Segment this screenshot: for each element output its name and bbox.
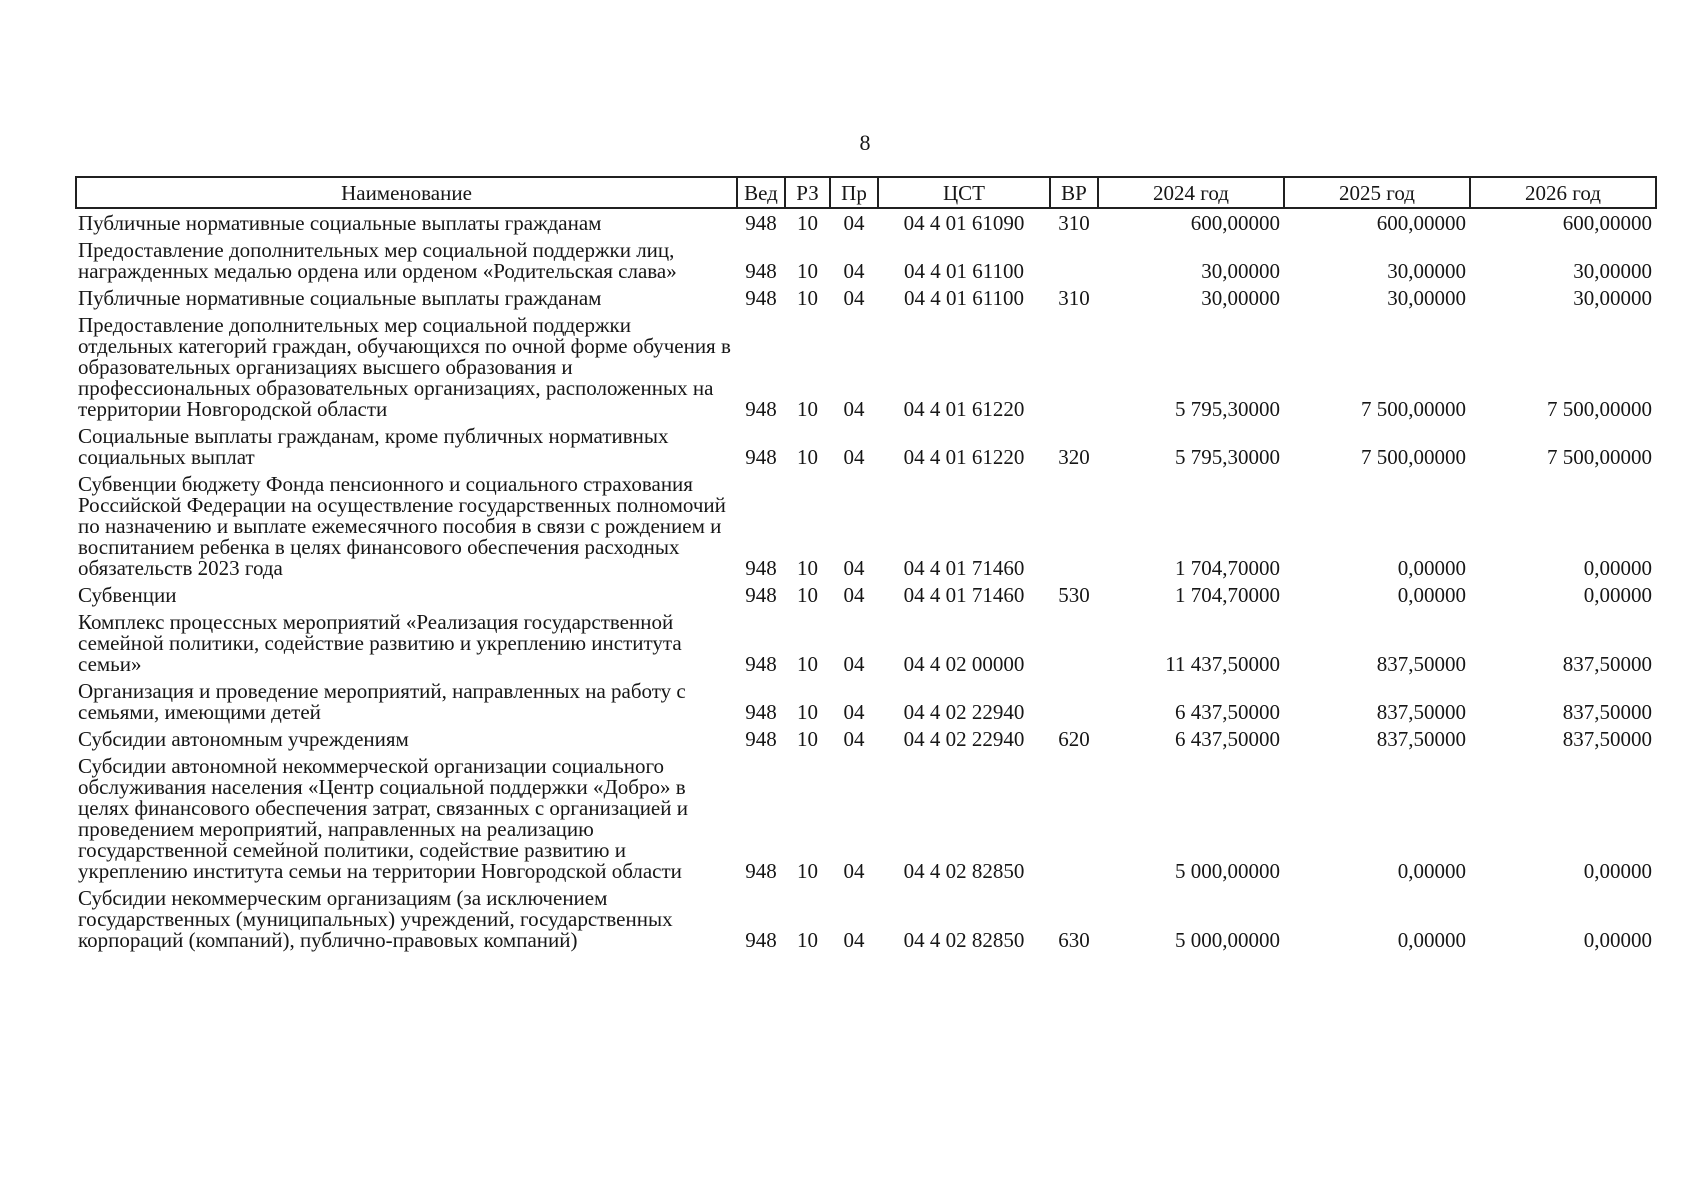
row-2026: 0,00000 [1583, 556, 1652, 580]
row-vr: 630 [1058, 928, 1090, 952]
row-cst: 04 4 01 61100 [904, 259, 1024, 283]
row-pr: 04 [843, 928, 865, 952]
header-2026: 2026 год [1470, 177, 1656, 208]
table-header [76, 177, 1656, 208]
row-vr [1050, 608, 1098, 677]
row-name: Социальные выплаты гражданам, кроме публичных нормативных социальных выплат [78, 424, 669, 469]
row-rz: 10 [797, 859, 818, 883]
row-vr [1050, 752, 1098, 884]
row-2025: 7 500,00000 [1361, 397, 1466, 421]
row-name: Субсидии автономным учреждениям [78, 727, 409, 751]
row-2026: 837,50000 [1562, 727, 1652, 751]
row-2024: 1 704,70000 [1175, 583, 1280, 607]
row-2025: 30,00000 [1387, 259, 1466, 283]
row-2025: 600,00000 [1376, 211, 1466, 235]
row-name: Субвенции бюджету Фонда пенсионного и социального страхования Российской Федерации на осуществление государственных полномочий по назначению и выплате ежемесячного пособия в связи с рождением и воспитанием ребенка в целях финансового обеспечения расходных обязательств 2023 года [78, 472, 726, 580]
row-name: Предоставление дополнительных мер социальной поддержки отдельных категорий граждан, обучающихся по очной форме обучения в образовательных организациях высшего образования и профессиональных образовательных организациях, расположенных на территории Новгородской области [78, 313, 731, 421]
row-pr: 04 [843, 700, 865, 724]
row-cst: 04 4 02 00000 [903, 652, 1025, 676]
row-2024: 5 000,00000 [1175, 859, 1280, 883]
row-pr: 04 [843, 583, 865, 607]
header-pr: Пр [830, 177, 878, 208]
row-ved: 948 [745, 259, 777, 283]
row-vr [1050, 311, 1098, 422]
row-rz: 10 [797, 211, 818, 235]
row-rz: 10 [797, 652, 818, 676]
row-name: Предоставление дополнительных мер социальной поддержки лиц, награжденных медалью ордена или орденом «Родительская слава» [78, 238, 677, 283]
header-ved: Вед [737, 177, 785, 208]
row-2026: 0,00000 [1583, 859, 1652, 883]
table-row [76, 208, 1656, 236]
row-rz: 10 [797, 700, 818, 724]
row-rz: 10 [797, 445, 818, 469]
row-2025: 837,50000 [1376, 700, 1466, 724]
row-name: Организация и проведение мероприятий, направленных на работу с семьями, имеющими детей [78, 679, 686, 724]
row-cst: 04 4 02 82850 [903, 928, 1025, 952]
row-cst: 04 4 01 61220 [903, 445, 1025, 469]
row-rz: 10 [797, 556, 818, 580]
row-2025: 0,00000 [1397, 583, 1466, 607]
header-name: Наименование [76, 177, 737, 208]
row-ved: 948 [745, 859, 777, 883]
row-rz: 10 [797, 928, 818, 952]
row-name: Публичные нормативные социальные выплаты гражданам [78, 286, 602, 310]
row-vr [1050, 236, 1098, 284]
row-pr: 04 [843, 259, 865, 283]
row-pr: 04 [843, 859, 865, 883]
row-2025: 30,00000 [1387, 286, 1466, 310]
row-pr: 04 [843, 727, 865, 751]
table-row [76, 422, 1656, 470]
row-ved: 948 [745, 286, 777, 310]
table-row [76, 284, 1656, 311]
row-cst: 04 4 02 82850 [903, 859, 1025, 883]
table-row [76, 884, 1656, 953]
header-vr: ВР [1050, 177, 1098, 208]
row-2025: 0,00000 [1397, 556, 1466, 580]
row-2025: 837,50000 [1376, 652, 1466, 676]
table-row [76, 311, 1656, 422]
row-name: Субсидии автономной некоммерческой организации социального обслуживания населения «Центр социальной поддержки «Добро» в целях финансового обеспечения затрат, связанных с организацией и проведением мероприятий, направленных на реализацию государственной семейной политики, содействие развитию и укреплению института семьи на территории Новгородской области [78, 754, 688, 883]
table-row [76, 752, 1656, 884]
row-2026: 837,50000 [1562, 652, 1652, 676]
row-2025: 0,00000 [1397, 928, 1466, 952]
header-2024: 2024 год [1098, 177, 1284, 208]
row-rz: 10 [797, 727, 818, 751]
row-ved: 948 [745, 556, 777, 580]
row-cst: 04 4 01 61090 [903, 211, 1025, 235]
budget-table [75, 176, 1657, 953]
row-pr: 04 [843, 445, 865, 469]
table-body [76, 208, 1656, 953]
row-cst: 04 4 01 71460 [903, 556, 1025, 580]
row-name: Субсидии некоммерческим организациям (за исключением государственных (муниципальных) учреждений, государственных корпораций (компаний), публично-правовых компаний) [78, 886, 673, 952]
row-2024: 600,00000 [1190, 211, 1280, 235]
page-number: 8 [859, 130, 871, 155]
row-vr [1050, 470, 1098, 581]
row-ved: 948 [745, 445, 777, 469]
row-2024: 1 704,70000 [1175, 556, 1280, 580]
row-2026: 30,00000 [1573, 259, 1652, 283]
row-cst: 04 4 02 22940 [903, 727, 1025, 751]
row-cst: 04 4 02 22940 [903, 700, 1025, 724]
row-2026: 600,00000 [1562, 211, 1652, 235]
header-cst: ЦСТ [878, 177, 1050, 208]
row-vr: 320 [1058, 445, 1090, 469]
row-ved: 948 [745, 727, 777, 751]
row-name: Комплекс процессных мероприятий «Реализация государственной семейной политики, содействие развитию и укреплению института семьи» [78, 610, 682, 676]
row-rz: 10 [797, 286, 818, 310]
row-2026: 0,00000 [1583, 928, 1652, 952]
row-vr: 310 [1058, 211, 1090, 235]
table-row [76, 677, 1656, 725]
row-rz: 10 [797, 583, 818, 607]
row-2026: 0,00000 [1583, 583, 1652, 607]
row-vr [1050, 677, 1098, 725]
row-pr: 04 [843, 556, 865, 580]
row-2024: 5 795,30000 [1175, 397, 1280, 421]
row-cst: 04 4 01 61220 [903, 397, 1025, 421]
row-ved: 948 [745, 928, 777, 952]
row-2026: 837,50000 [1562, 700, 1652, 724]
row-2024: 5 000,00000 [1175, 928, 1280, 952]
row-name: Публичные нормативные социальные выплаты гражданам [78, 211, 602, 235]
table-row [76, 470, 1656, 581]
row-ved: 948 [745, 397, 777, 421]
header-rz: РЗ [785, 177, 830, 208]
header-2025: 2025 год [1284, 177, 1470, 208]
row-2024: 5 795,30000 [1175, 445, 1280, 469]
row-2026: 7 500,00000 [1547, 445, 1652, 469]
row-cst: 04 4 01 71460 [903, 583, 1025, 607]
row-vr: 310 [1058, 286, 1090, 310]
row-2024: 6 437,50000 [1175, 727, 1280, 751]
row-2025: 7 500,00000 [1361, 445, 1466, 469]
row-ved: 948 [745, 700, 777, 724]
row-cst: 04 4 01 61100 [904, 286, 1024, 310]
row-pr: 04 [843, 286, 865, 310]
table-row [76, 581, 1656, 608]
row-vr: 620 [1058, 727, 1090, 751]
row-ved: 948 [745, 211, 777, 235]
row-pr: 04 [843, 652, 865, 676]
row-2024: 30,00000 [1201, 286, 1280, 310]
row-2025: 837,50000 [1376, 727, 1466, 751]
table-row [76, 608, 1656, 677]
row-rz: 10 [797, 259, 818, 283]
row-vr: 530 [1058, 583, 1090, 607]
row-pr: 04 [843, 397, 865, 421]
row-ved: 948 [745, 652, 777, 676]
row-rz: 10 [797, 397, 818, 421]
table-row [76, 236, 1656, 284]
row-2026: 7 500,00000 [1547, 397, 1652, 421]
row-2024: 11 437,50000 [1165, 652, 1280, 676]
row-2026: 30,00000 [1573, 286, 1652, 310]
row-2024: 6 437,50000 [1175, 700, 1280, 724]
row-ved: 948 [745, 583, 777, 607]
row-pr: 04 [843, 211, 865, 235]
row-name: Субвенции [78, 583, 177, 607]
table-row [76, 725, 1656, 752]
row-2025: 0,00000 [1397, 859, 1466, 883]
row-2024: 30,00000 [1201, 259, 1280, 283]
